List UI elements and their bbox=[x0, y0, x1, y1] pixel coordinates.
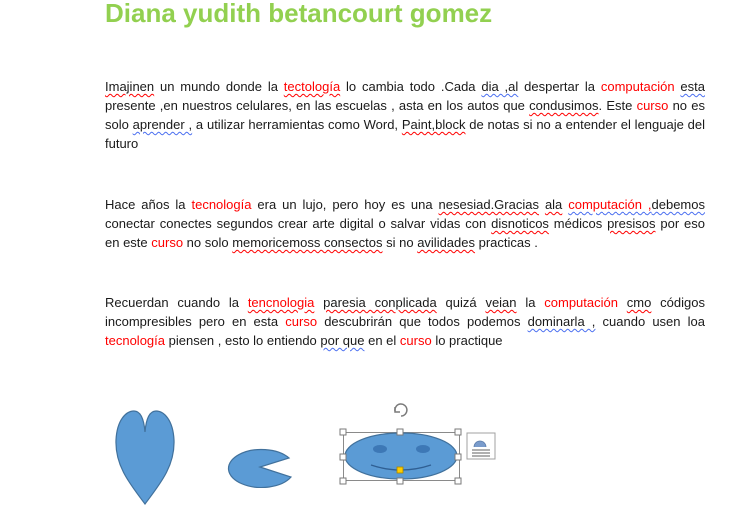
text-run bbox=[314, 295, 323, 310]
text-run: tencnologia bbox=[247, 295, 315, 310]
text-run: . Este bbox=[598, 98, 637, 113]
text-run: curso bbox=[151, 235, 184, 250]
text-run: tectología bbox=[283, 79, 341, 94]
text-run: descubrirán que todos podemos bbox=[317, 314, 528, 329]
text-run: despertar la bbox=[518, 79, 601, 94]
text-run: presente ,en nuestros celulares, en las escuelas , asta en los autos que bbox=[105, 98, 530, 113]
text-run: códigos incompresibles pero en esta bbox=[105, 295, 705, 329]
text-run: veian bbox=[485, 295, 517, 310]
document-title[interactable]: Diana yudith betancourt gomez bbox=[105, 0, 493, 28]
text-run: Paint,block bbox=[401, 117, 466, 132]
text-run: esta bbox=[680, 79, 705, 94]
text-run: no solo bbox=[183, 235, 233, 250]
paragraph-2[interactable] bbox=[105, 195, 705, 252]
pie-path[interactable] bbox=[228, 449, 291, 487]
heart-path[interactable] bbox=[116, 411, 174, 504]
adjust-handle[interactable] bbox=[397, 467, 403, 473]
text-run: Recuerdan cuando la bbox=[105, 295, 248, 310]
text-run: tecnología bbox=[105, 333, 165, 348]
text-run: a utilizar herramientas como Word, bbox=[192, 117, 402, 132]
text-run: cmo bbox=[626, 295, 652, 310]
text-run: piensen , esto lo entiendo bbox=[165, 333, 321, 348]
text-run: médicos bbox=[548, 216, 608, 231]
text-run: curso bbox=[399, 333, 432, 348]
text-run: si no bbox=[382, 235, 418, 250]
text-run: no es solo bbox=[105, 98, 705, 132]
text-run: computación bbox=[544, 295, 618, 310]
text-run: computación bbox=[600, 79, 675, 94]
rotate-handle-icon[interactable] bbox=[395, 404, 407, 416]
paragraph-1[interactable] bbox=[105, 77, 705, 153]
text-run: tecnología bbox=[191, 197, 252, 212]
text-run: aprender , bbox=[132, 117, 193, 132]
text-run: computación , bbox=[568, 197, 652, 212]
text-run bbox=[618, 295, 627, 310]
text-run: era un lujo, pero hoy es una bbox=[251, 197, 439, 212]
text-run: Hace años la bbox=[105, 197, 192, 212]
text-run: lo cambia todo .Cada bbox=[340, 79, 482, 94]
text-run: debemos bbox=[651, 197, 705, 212]
heart-shape[interactable] bbox=[112, 408, 178, 506]
text-run: memoricemoss consectos bbox=[232, 235, 383, 250]
text-run: conectar conectes segundos crear arte digital o salvar vidas con bbox=[105, 216, 492, 231]
text-run: condusimos bbox=[529, 98, 599, 113]
text-run: paresia conplicada bbox=[323, 295, 437, 310]
text-run: curso bbox=[636, 98, 669, 113]
text-run: curso bbox=[285, 314, 318, 329]
text-run: Imajinen bbox=[105, 79, 155, 94]
paragraph-3[interactable] bbox=[105, 293, 705, 350]
text-run: avilidades bbox=[417, 235, 476, 250]
text-run: por que bbox=[320, 333, 365, 348]
left-eye bbox=[373, 445, 387, 453]
text-run: disnoticos bbox=[491, 216, 549, 231]
text-run: de notas si no a entender el lenguaje del futuro bbox=[105, 117, 705, 151]
text-run: en el bbox=[364, 333, 400, 348]
text-run: presisos bbox=[607, 216, 656, 231]
pie-shape[interactable] bbox=[225, 446, 295, 488]
text-run: lo practique bbox=[431, 333, 503, 348]
text-run: la bbox=[516, 295, 545, 310]
text-run: quizá bbox=[436, 295, 486, 310]
text-run: cuando usen loa bbox=[595, 314, 705, 329]
layout-options-icon[interactable] bbox=[467, 433, 495, 459]
text-run: practicas . bbox=[475, 235, 538, 250]
right-eye bbox=[416, 445, 430, 453]
smiley-face-shape[interactable] bbox=[335, 403, 505, 493]
text-run: dominarla , bbox=[527, 314, 596, 329]
text-run: nesesiad.Gracias bbox=[438, 197, 539, 212]
text-run: ala bbox=[544, 197, 563, 212]
text-run: dia ,al bbox=[481, 79, 519, 94]
text-run: un mundo donde la bbox=[154, 79, 284, 94]
text-run: por eso en este bbox=[105, 216, 705, 250]
